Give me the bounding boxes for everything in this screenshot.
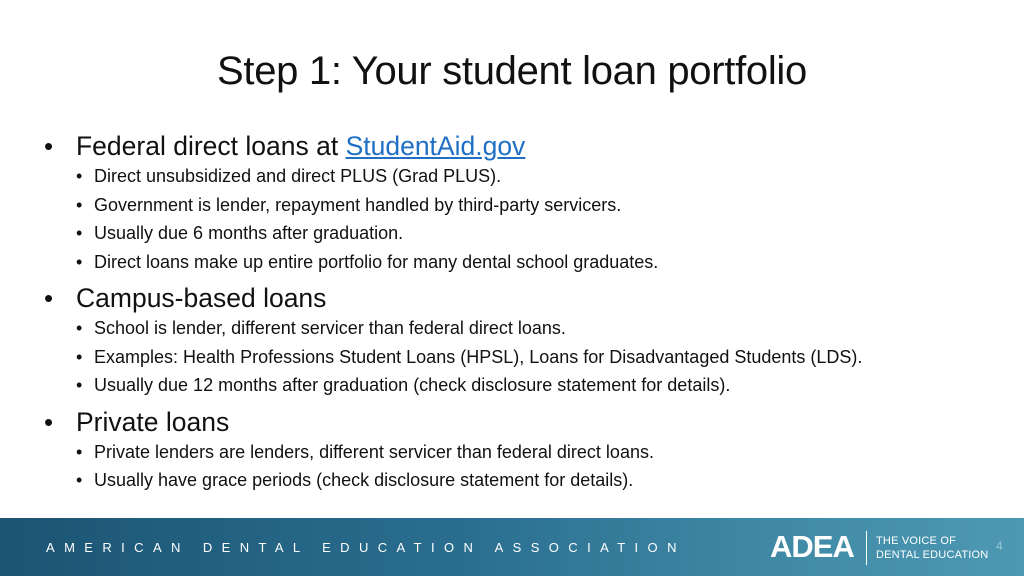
list-item-text: Government is lender, repayment handled by third-party servicers.: [94, 194, 622, 215]
list-item: [40, 314, 1020, 343]
list-item-text: Direct loans make up entire portfolio for many dental school graduates.: [94, 251, 659, 272]
section-private-loans: [40, 406, 1020, 495]
bullet-icon: •: [76, 223, 83, 243]
logo-tagline-line1: THE VOICE OF: [876, 535, 957, 547]
bullet-icon: •: [44, 406, 54, 437]
logo-divider: [866, 531, 867, 565]
bullet-list: [40, 130, 1020, 495]
list-item: [40, 191, 1020, 220]
list-item-text: Usually due 6 months after graduation.: [94, 223, 404, 243]
list-item-text: Private lenders are lenders, different servicer than federal direct loans.: [94, 441, 654, 462]
bullet-icon: •: [44, 131, 54, 161]
logo-tagline-line2: DENTAL EDUCATION: [876, 549, 989, 561]
list-item: [40, 343, 1020, 372]
section-heading-text: Private loans: [76, 406, 230, 437]
list-item: [40, 371, 1020, 400]
bullet-icon: •: [76, 441, 83, 462]
section-heading: [40, 282, 1020, 314]
section-heading: [40, 406, 1020, 438]
adea-logo: [770, 528, 990, 568]
bullet-icon: •: [76, 318, 83, 338]
list-item-text: Usually due 12 months after graduation (check disclosure statement for details).: [94, 375, 731, 395]
footer-bar: [0, 518, 1024, 576]
logo-tagline: [876, 534, 988, 562]
list-item: [40, 248, 1020, 277]
section-federal-direct-loans: [40, 130, 1020, 276]
list-item: [40, 438, 1020, 467]
bullet-icon: •: [76, 470, 83, 490]
list-item: [40, 219, 1020, 248]
list-item-text: Examples: Health Professions Student Loans (HPSL), Loans for Disadvantaged Students (LDS).: [94, 346, 863, 367]
slide-title: Step 1: Your student loan portfolio: [217, 49, 807, 93]
bullet-icon: •: [44, 283, 54, 313]
page-number: 4: [996, 539, 1003, 553]
bullet-icon: •: [76, 346, 83, 367]
section-heading-text: Federal direct loans at: [76, 131, 346, 161]
list-item-text: Direct unsubsidized and direct PLUS (Grad PLUS).: [94, 166, 502, 186]
list-item-text: Usually have grace periods (check disclosure statement for details).: [94, 470, 634, 490]
section-heading-text: Campus-based loans: [76, 283, 327, 313]
section-heading: [40, 130, 1020, 162]
list-item: [40, 162, 1020, 191]
studentaid-link[interactable]: StudentAid.gov: [345, 131, 526, 161]
list-item: [40, 466, 1020, 495]
bullet-icon: •: [76, 166, 83, 186]
list-item-text: School is lender, different servicer than federal direct loans.: [94, 318, 566, 338]
bullet-icon: •: [76, 251, 83, 272]
logo-wordmark: ADEA: [770, 529, 854, 564]
bullet-icon: •: [76, 194, 83, 215]
bullet-icon: •: [76, 375, 83, 395]
footer-organization-name: AMERICAN DENTAL EDUCATION ASSOCIATION: [46, 540, 686, 555]
section-campus-based-loans: [40, 282, 1020, 400]
